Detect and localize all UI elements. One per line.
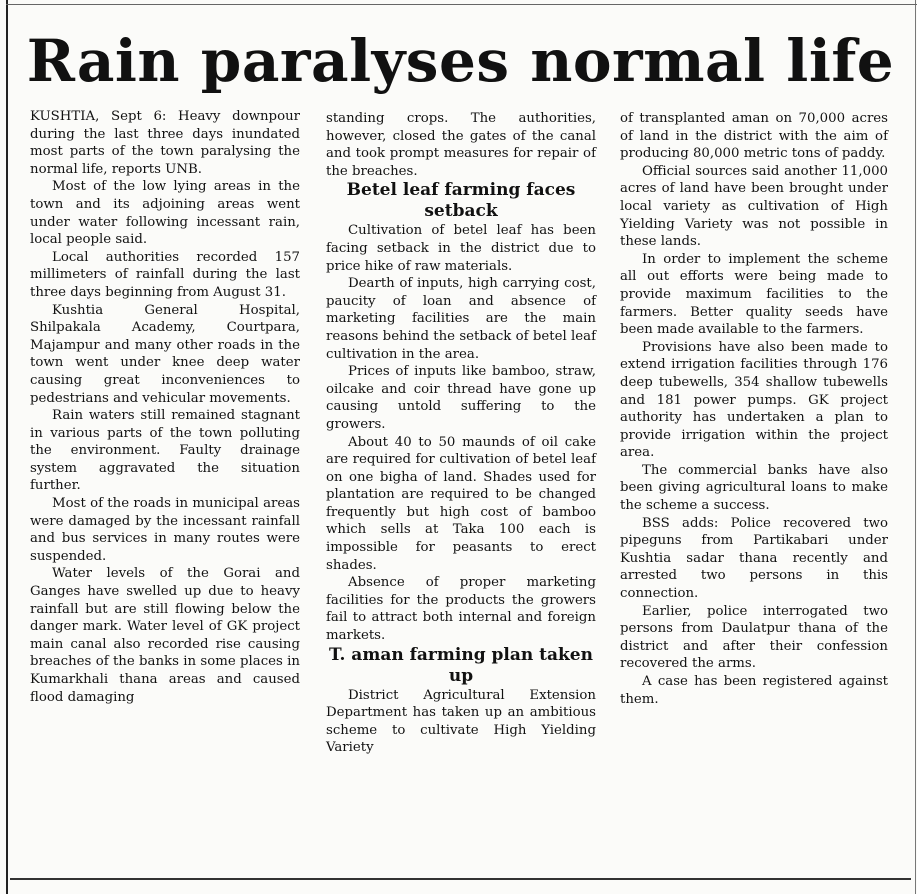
article-paragraph: A case has been registered against them. <box>620 674 888 707</box>
article-paragraph: Most of the low lying areas in the town and its adjoining areas went under water following incessant rain, local people said. <box>30 179 300 248</box>
left-border-rule <box>6 0 8 894</box>
subheading: Betel leaf farming faces setback <box>346 180 576 222</box>
article-paragraph: BSS adds: Police recovered two pipeguns from Partikabari under Kushtia sadar thana recently and arrested two persons in this connection. <box>620 515 888 602</box>
bottom-rule <box>10 878 911 880</box>
article-paragraph: About 40 to 50 maunds of oil cake are required for cultivation of betel leaf on one bigha of land. Shades used for plantation are required to be changed frequently but high cost of bamboo which sells at Taka 100 each is impossible for peasants to erect shades. <box>326 434 596 573</box>
article-paragraph: KUSHTIA, Sept 6: Heavy downpour during the last three days inundated most parts of the town paralysing the normal life, reports UNB. <box>30 109 300 177</box>
article-column-2 <box>326 110 596 757</box>
article-paragraph: Cultivation of betel leaf has been facing setback in the district due to price hike of raw materials. <box>326 223 596 274</box>
article-column-3 <box>620 110 888 708</box>
article-paragraph: Local authorities recorded 157 millimeters of rainfall during the last three days beginning from August 31. <box>30 249 300 300</box>
article-paragraph: Most of the roads in municipal areas were damaged by the incessant rainfall and bus services in many routes were suspended. <box>30 496 300 564</box>
top-border-rule <box>6 4 917 5</box>
article-paragraph: Dearth of inputs, high carrying cost, paucity of loan and absence of marketing facilities are the main reasons behind the setback of betel leaf cultivation in the area. <box>326 276 596 362</box>
article-column-1 <box>30 108 300 706</box>
article-paragraph: standing crops. The authorities, however, closed the gates of the canal and took prompt measures for repair of the breaches. <box>326 111 596 179</box>
article-paragraph: Earlier, police interrogated two persons from Daulatpur thana of the district and after their confession recovered the arms. <box>620 603 888 672</box>
article-paragraph: Rain waters still remained stagnant in various parts of the town polluting the environment. Faulty drainage system aggravated the situation further. <box>30 408 300 494</box>
article-paragraph: Absence of proper marketing facilities for the products the growers fail to attract both internal and foreign markets. <box>326 575 596 644</box>
article-paragraph: Kushtia General Hospital, Shilpakala Academy, Courtpara, Majampur and many other roads in the town went under knee deep water causing great inconveniences to pedestrians and vehicular movements. <box>30 302 300 406</box>
article-paragraph: Provisions have also been made to extend irrigation facilities through 176 deep tubewells, 354 shallow tubewells and 181 power pumps. GK project authority has undertaken a plan to provide irrigation within the project area. <box>620 339 888 461</box>
subheading: T. aman farming plan taken up <box>329 644 593 686</box>
article-paragraph: The commercial banks have also been giving agricultural loans to make the scheme a success. <box>620 462 888 514</box>
article-paragraph: In order to implement the scheme all out efforts were being made to provide maximum facilities to the farmers. Better quality seeds have been made available to the farmers. <box>620 251 888 338</box>
article-paragraph: Official sources said another 11,000 acres of land have been brought under local variety as cultivation of High Yielding Variety was not possible in these lands. <box>620 163 888 250</box>
article-paragraph: District Agricultural Extension Department has taken up an ambitious scheme to cultivate High Yielding Variety <box>326 687 596 756</box>
article-paragraph: Water levels of the Gorai and Ganges have swelled up due to heavy rainfall but are still flowing below the danger mark. Water level of GK project main canal also recorded rise causing breaches of the banks in some places in Kumarkhali thana areas and caused flood damaging <box>30 566 300 705</box>
article-paragraph: Prices of inputs like bamboo, straw, oilcake and coir thread have gone up causing untold suffering to the growers. <box>326 364 596 432</box>
headline: Rain paralyses normal life <box>26 27 895 95</box>
right-border-rule <box>915 0 916 894</box>
article-paragraph: of transplanted aman on 70,000 acres of land in the district with the aim of producing 80,000 metric tons of paddy. <box>620 111 888 162</box>
